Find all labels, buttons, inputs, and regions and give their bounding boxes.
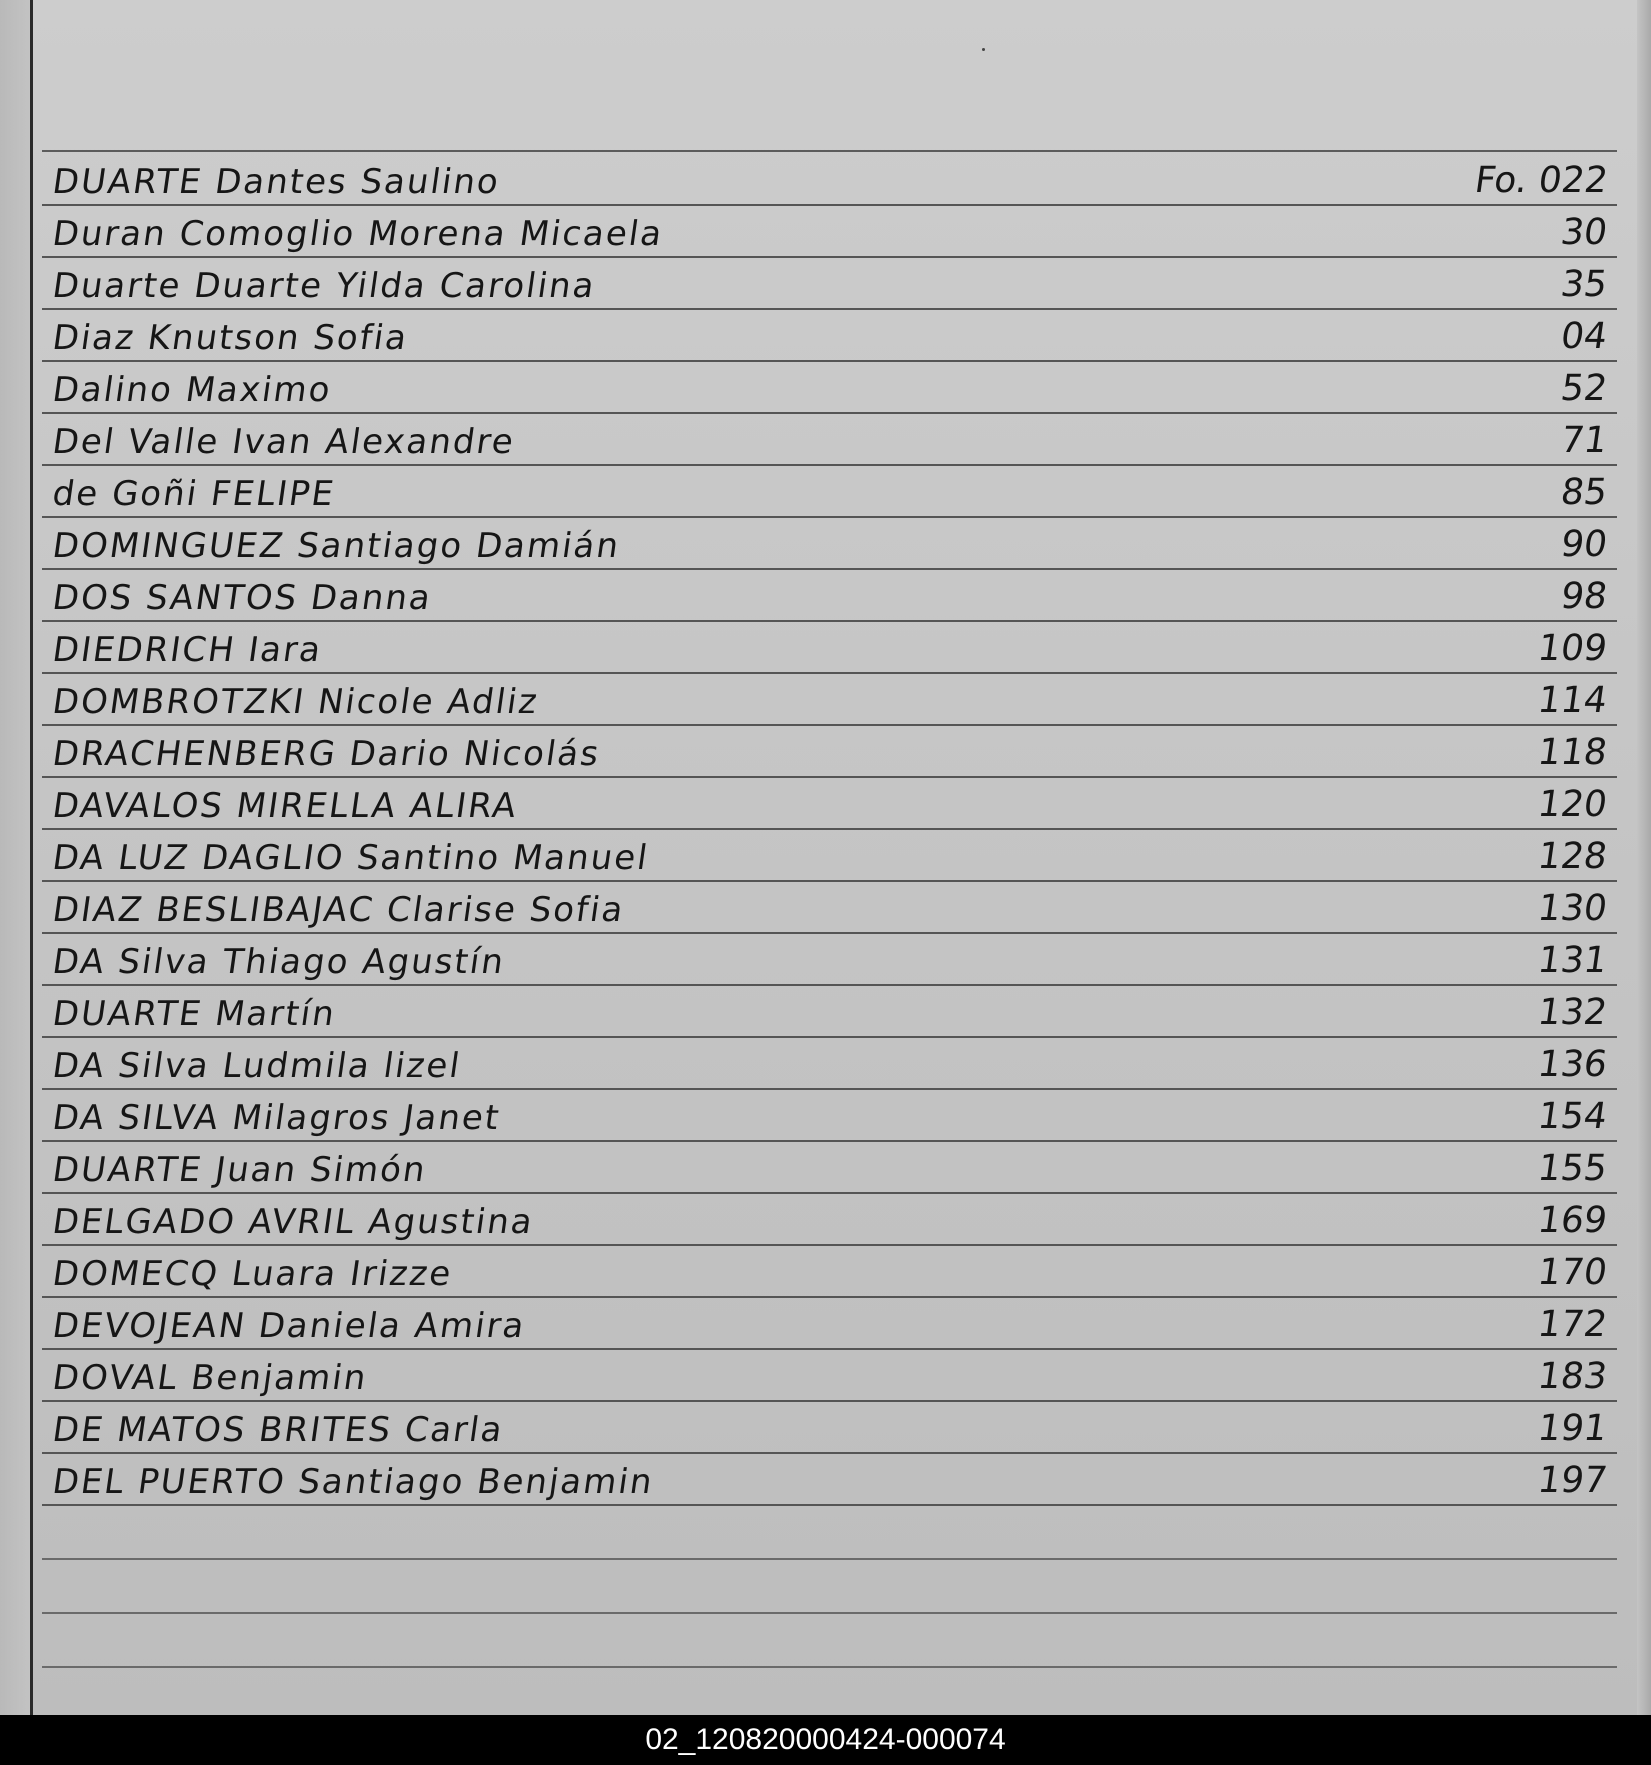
- student-name: Diaz Knutson Sofia: [50, 318, 411, 358]
- student-name: DEL PUERTO Santiago Benjamin: [50, 1462, 657, 1502]
- folio-number: 52: [1558, 368, 1610, 409]
- folio-number: 136: [1535, 1044, 1610, 1085]
- student-name: DUARTE Dantes Saulino: [50, 162, 503, 202]
- student-name: DA LUZ DAGLIO Santino Manuel: [50, 838, 652, 878]
- folio-number: 191: [1535, 1408, 1610, 1449]
- ledger-row: [42, 414, 1617, 466]
- ledger-row: [42, 1194, 1617, 1246]
- student-name: de Goñi FELIPE: [50, 474, 338, 514]
- student-name: DE MATOS BRITES Carla: [50, 1410, 507, 1450]
- ledger-row: [42, 986, 1617, 1038]
- folio-number: 183: [1535, 1356, 1610, 1397]
- ledger-row: [42, 1350, 1617, 1402]
- ledger-row: [42, 882, 1617, 934]
- ledger-row: [42, 310, 1617, 362]
- folio-number: 131: [1535, 940, 1610, 981]
- ledger-row: [42, 1402, 1617, 1454]
- ledger-row: [42, 466, 1617, 518]
- student-name: DOMECQ Luara Irizze: [50, 1254, 456, 1294]
- ledger-row: [42, 1142, 1617, 1194]
- ledger-row: [42, 1246, 1617, 1298]
- folio-number: 169: [1535, 1200, 1610, 1241]
- student-name: DA Silva Ludmila lizel: [50, 1046, 464, 1086]
- folio-number: 04: [1558, 316, 1610, 357]
- ledger-row: [42, 258, 1617, 310]
- folio-number: 128: [1535, 836, 1610, 877]
- student-name: DOMBROTZKI Nicole Adliz: [50, 682, 542, 722]
- student-name: DAVALOS MIRELLA ALIRA: [50, 786, 521, 826]
- student-name: DUARTE Martín: [50, 994, 339, 1034]
- paper-speck: [982, 48, 985, 51]
- ledger-row: [42, 1298, 1617, 1350]
- student-name: Duarte Duarte Yilda Carolina: [50, 266, 599, 306]
- folio-number: 197: [1535, 1460, 1610, 1501]
- student-name: DEVOJEAN Daniela Amira: [50, 1306, 529, 1346]
- student-name: Duran Comoglio Morena Micaela: [50, 214, 667, 254]
- ledger-row: [42, 362, 1617, 414]
- folio-number: 130: [1535, 888, 1610, 929]
- student-name: DA SILVA Milagros Janet: [50, 1098, 504, 1138]
- folio-number: 71: [1558, 420, 1610, 461]
- student-name: DA Silva Thiago Agustín: [50, 942, 508, 982]
- folio-number: 170: [1535, 1252, 1610, 1293]
- folio-number: 120: [1535, 784, 1610, 825]
- student-name: DIAZ BESLIBAJAC Clarise Sofia: [50, 890, 628, 930]
- folio-number: 98: [1558, 576, 1610, 617]
- folio-number: 114: [1535, 680, 1610, 721]
- student-name: DELGADO AVRIL Agustina: [50, 1202, 537, 1242]
- ledger-row: [42, 934, 1617, 986]
- ledger-row: [42, 570, 1617, 622]
- ledger-row: [42, 1038, 1617, 1090]
- ledger-row: [42, 150, 1617, 206]
- student-name: DOVAL Benjamin: [50, 1358, 371, 1398]
- ledger-row: [42, 830, 1617, 882]
- folio-number: Fo. 022: [1471, 160, 1610, 201]
- ledger-row: [42, 674, 1617, 726]
- ledger-row: [42, 1090, 1617, 1142]
- folio-number: 30: [1558, 212, 1610, 253]
- folio-number: 155: [1535, 1148, 1610, 1189]
- student-name: DOS SANTOS Danna: [50, 578, 435, 618]
- empty-ruled-line: [42, 1506, 1617, 1560]
- ledger-row: [42, 726, 1617, 778]
- scan-id-footer: 02_120820000424-000074: [0, 1715, 1651, 1765]
- folio-number: 118: [1535, 732, 1610, 773]
- student-name: DUARTE Juan Simón: [50, 1150, 430, 1190]
- student-name: Del Valle Ivan Alexandre: [50, 422, 518, 462]
- page-left-edge: [0, 0, 30, 1715]
- ledger-row: [42, 518, 1617, 570]
- folio-number: 109: [1535, 628, 1610, 669]
- ledger-row: [42, 206, 1617, 258]
- folio-number: 35: [1558, 264, 1610, 305]
- folio-number: 132: [1535, 992, 1610, 1033]
- folio-number: 90: [1558, 524, 1610, 565]
- student-name: Dalino Maximo: [50, 370, 335, 410]
- margin-line: [30, 0, 33, 1715]
- empty-ruled-line: [42, 1560, 1617, 1614]
- student-name: DRACHENBERG Dario Nicolás: [50, 734, 603, 774]
- ledger-row: [42, 778, 1617, 830]
- page-right-edge: [1637, 0, 1651, 1715]
- folio-number: 172: [1535, 1304, 1610, 1345]
- ledger-row: [42, 622, 1617, 674]
- folio-number: 85: [1558, 472, 1610, 513]
- student-name: DIEDRICH Iara: [50, 630, 325, 670]
- folio-number: 154: [1535, 1096, 1610, 1137]
- ledger-row: [42, 1454, 1617, 1506]
- student-name: DOMINGUEZ Santiago Damián: [50, 526, 623, 566]
- ledger-rows: [42, 150, 1617, 1668]
- empty-ruled-line: [42, 1614, 1617, 1668]
